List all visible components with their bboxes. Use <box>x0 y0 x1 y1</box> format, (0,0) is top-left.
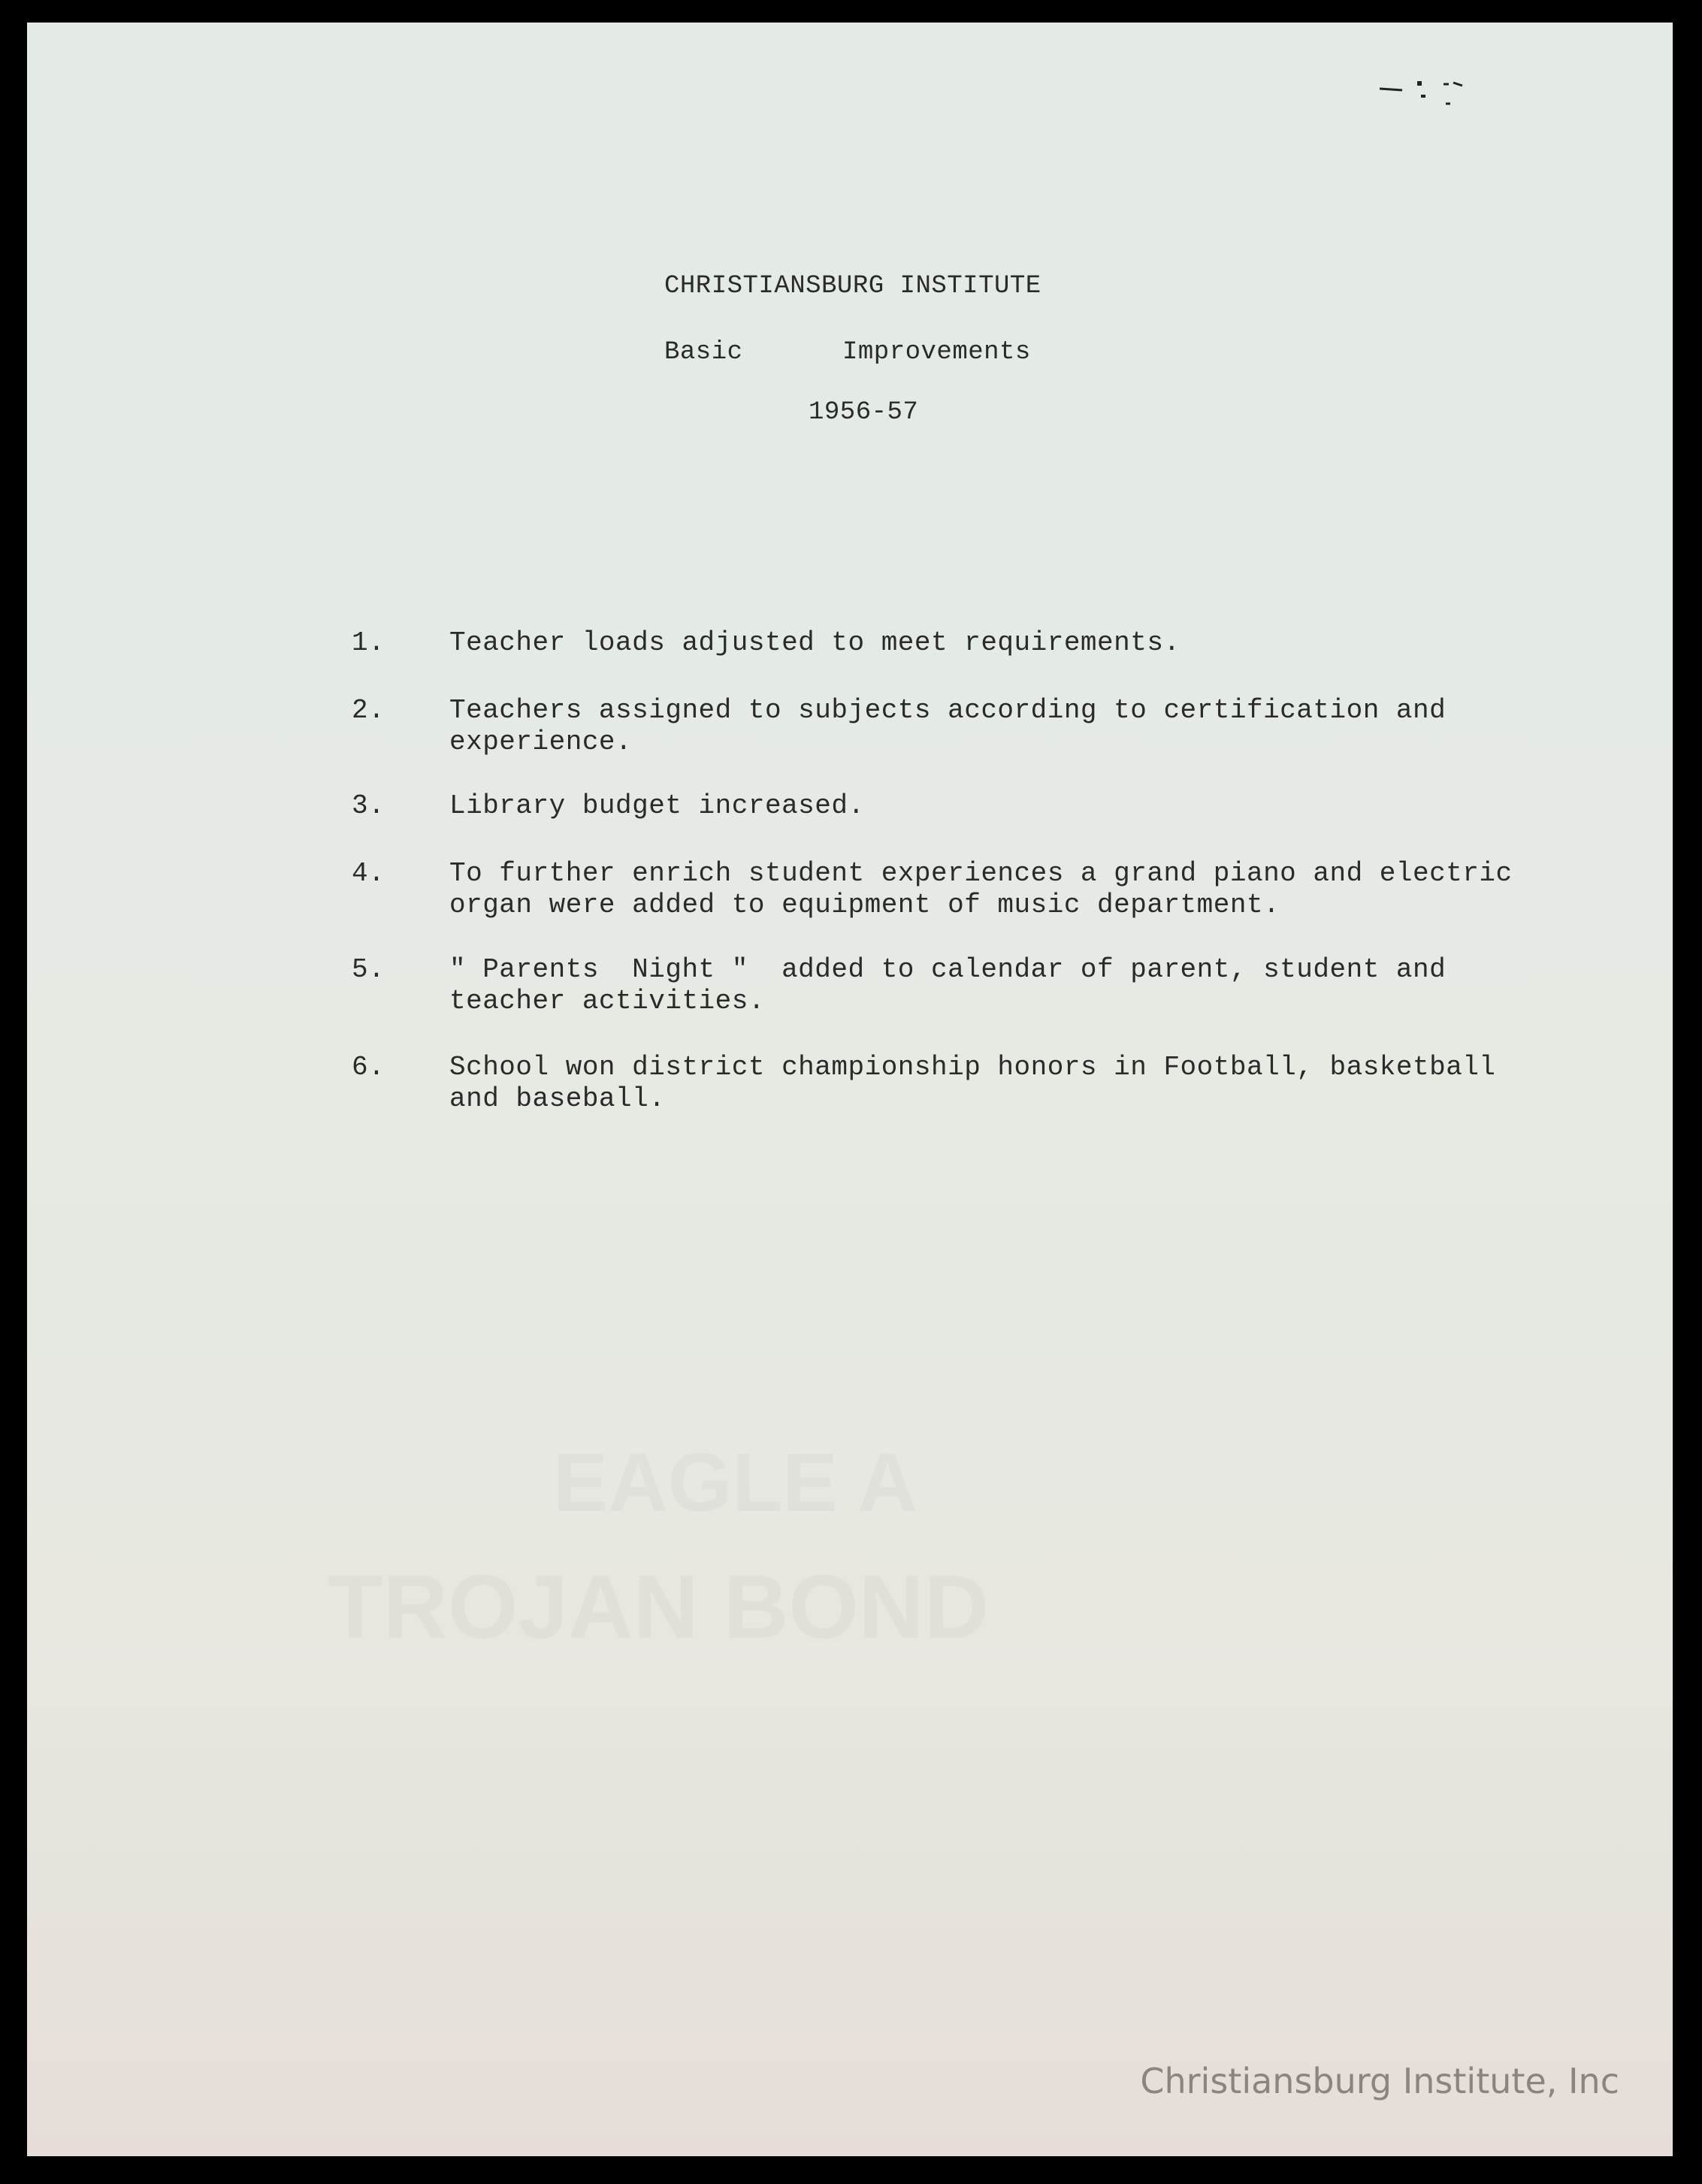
list-item-number: 1. <box>352 627 385 658</box>
list-item-line: School won district championship honors in Football, basketball <box>449 1052 1496 1083</box>
ink-marks <box>1380 81 1530 126</box>
show-through-letterhead: EAGLE A <box>553 1436 918 1529</box>
document-subtitle-right: Improvements <box>842 338 1031 367</box>
list-item-line: organ were added to equipment of music department. <box>449 890 1280 920</box>
watermark-credit: Christiansburg Institute, Inc <box>1140 2061 1619 2101</box>
list-item-line: Teacher loads adjusted to meet requirements. <box>449 627 1181 658</box>
document-title: CHRISTIANSBURG INSTITUTE <box>664 272 1041 301</box>
show-through-letterhead: TROJAN BOND <box>328 1557 990 1657</box>
list-item-number: 3. <box>352 790 385 821</box>
list-item-line: To further enrich student experiences a grand piano and electric <box>449 858 1513 889</box>
list-item-line: Library budget increased. <box>449 790 865 821</box>
list-item-line: teacher activities. <box>449 986 765 1016</box>
list-item-line: experience. <box>449 726 633 757</box>
list-item-number: 6. <box>352 1052 385 1083</box>
list-item-line: " Parents Night " added to calendar of parent, student and <box>449 954 1447 985</box>
list-item-line: and baseball. <box>449 1083 666 1114</box>
list-item-number: 5. <box>352 954 385 985</box>
list-item-line: Teachers assigned to subjects according to certification and <box>449 695 1447 726</box>
document-year: 1956-57 <box>809 398 919 427</box>
document-page <box>27 23 1673 2156</box>
document-subtitle-left: Basic <box>664 338 743 367</box>
list-item-number: 2. <box>352 695 385 726</box>
list-item-number: 4. <box>352 858 385 889</box>
